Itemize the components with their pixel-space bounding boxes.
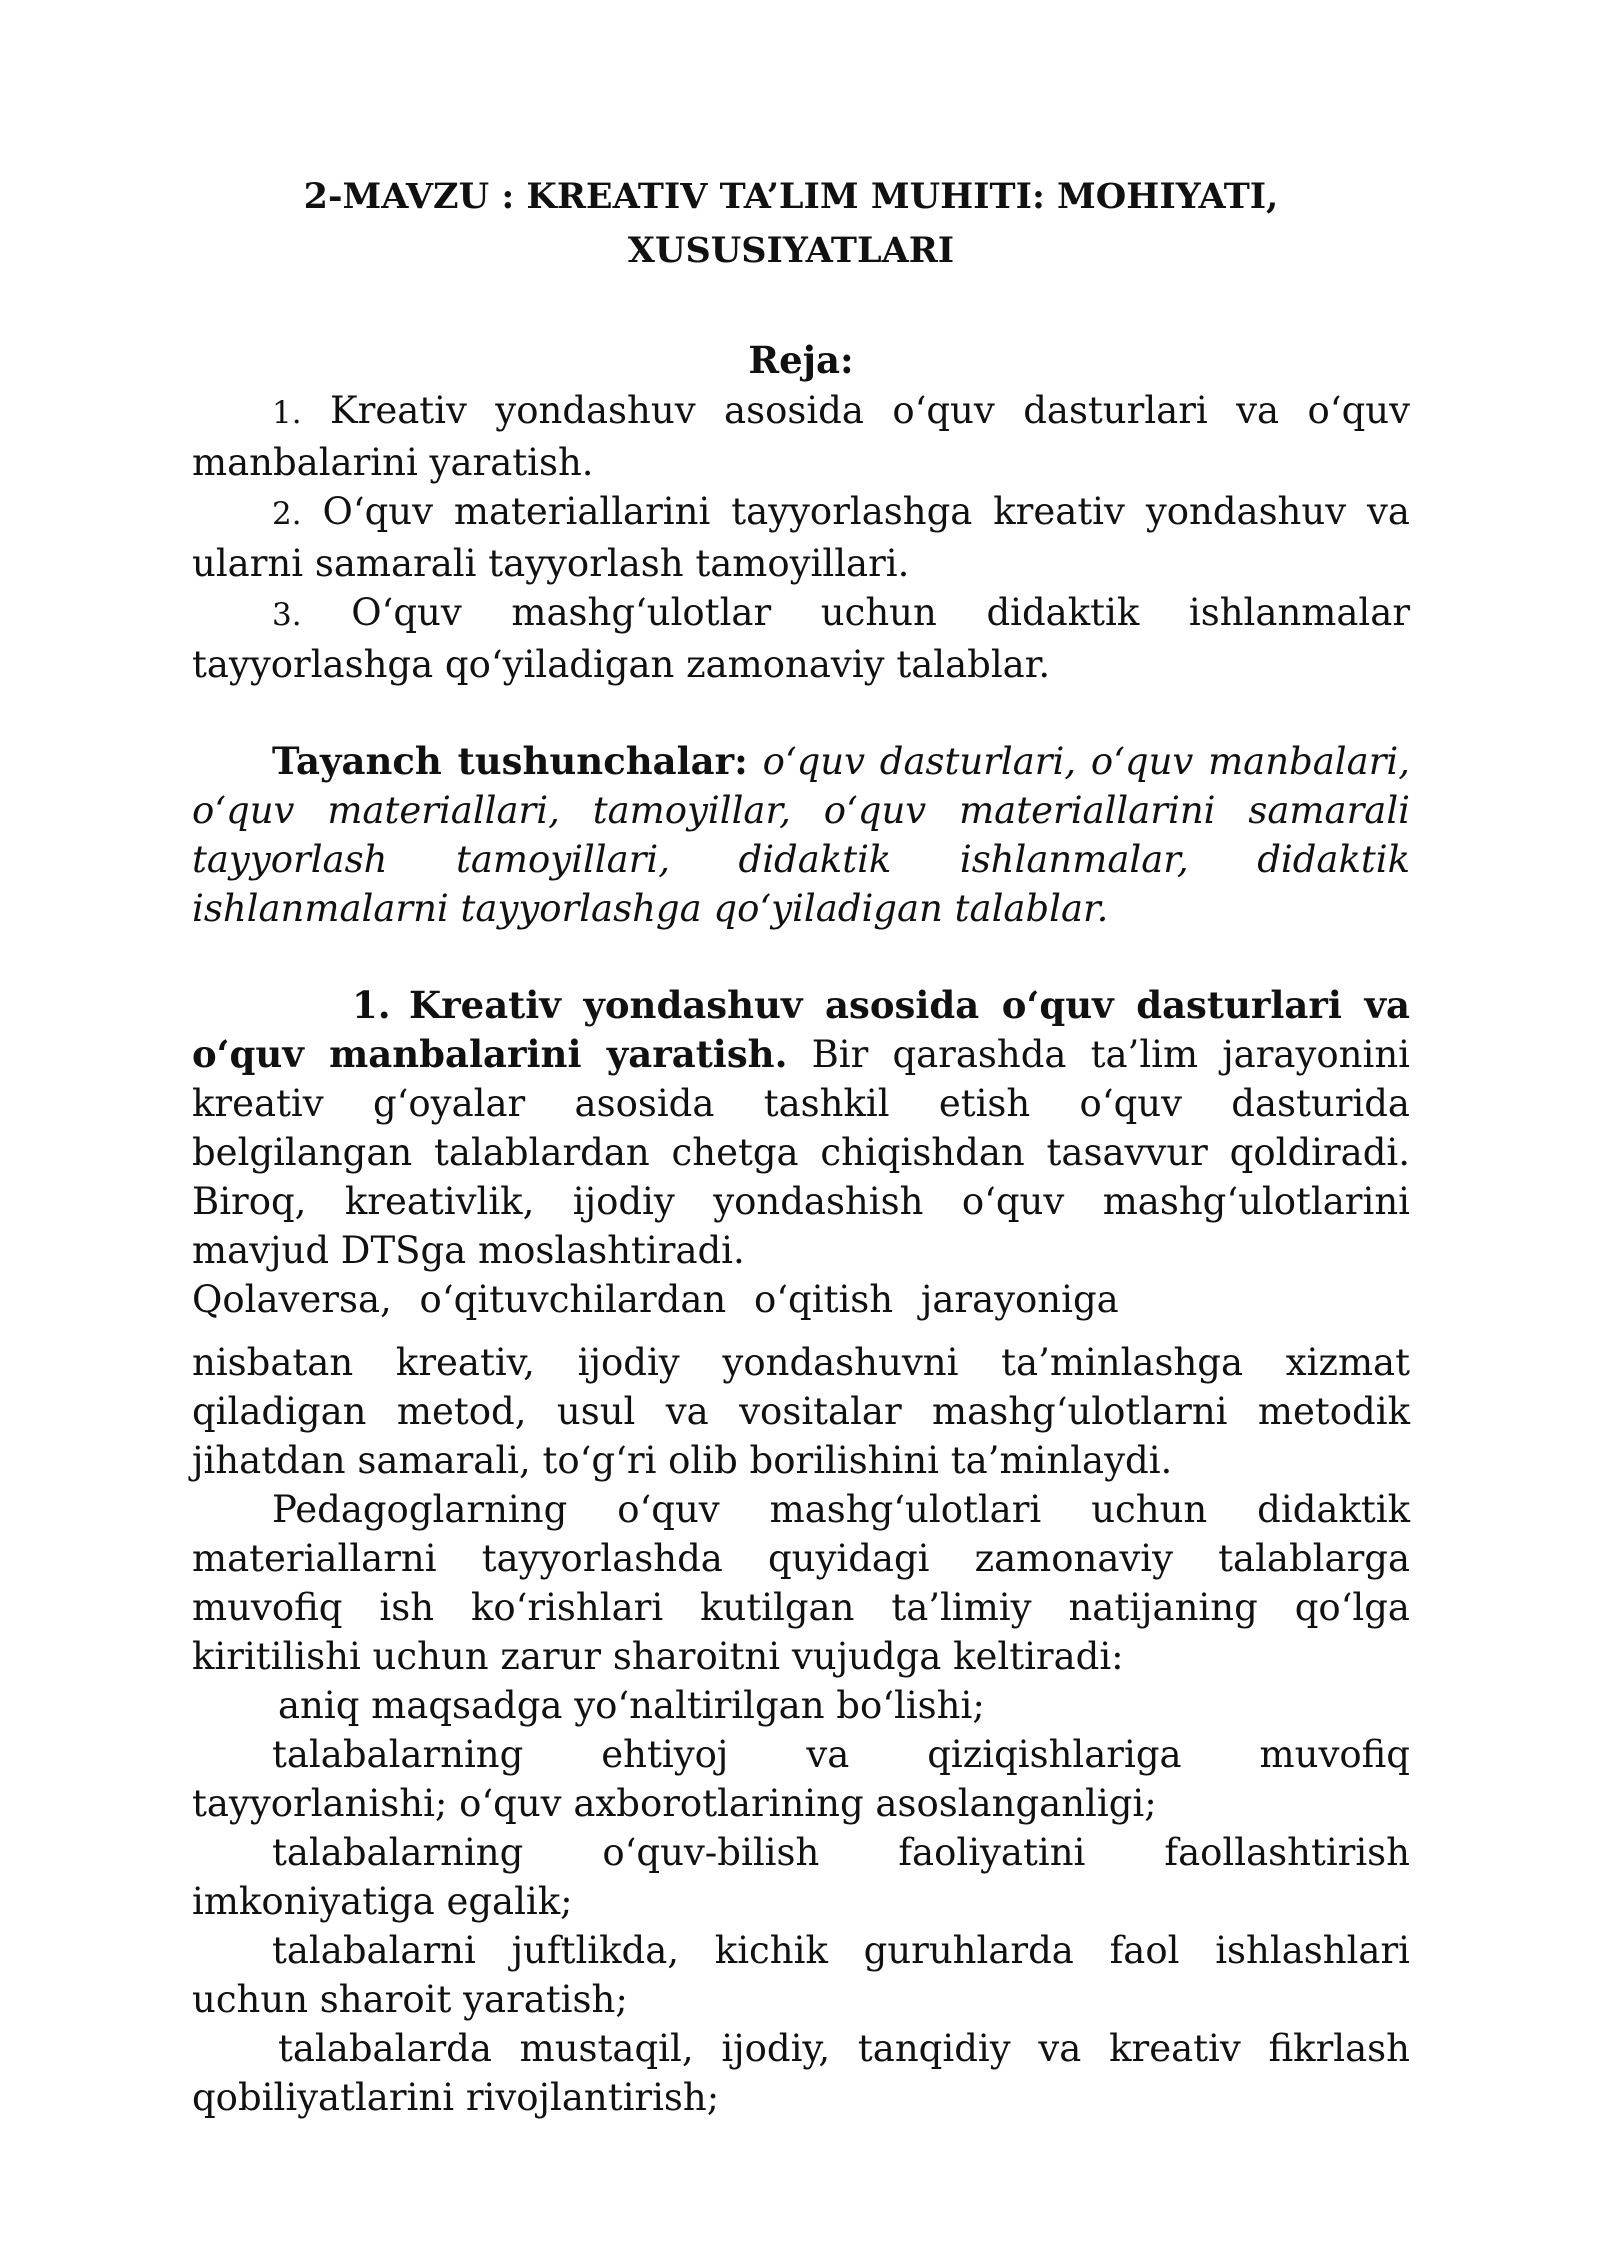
section-1-continuation: nisbatan kreativ, ijodiy yondashuvni ta’minlashga xizmat qiladigan metod, usul va vositalar mashg‘ulotlarni metodik jihatdan samarali, to‘g‘ri olib borilishini ta’minlaydi. — [192, 1341, 1410, 1482]
plan-item-number: 3. — [272, 597, 302, 633]
requirement-item-3: talabalarning o‘quv-bilish faoliyatini faollashtirish imkoniyatiga egalik; — [192, 1831, 1410, 1923]
plan-item-text: O‘quv mashg‘ulotlar uchun didaktik ishlanmalar tayyorlashga qo‘yiladigan zamonaviy talablar. — [192, 591, 1411, 686]
key-concepts-label: Tayanch tushunchalar: — [272, 739, 748, 783]
requirements-intro-paragraph: Pedagoglarning o‘quv mashg‘ulotlari uchun didaktik materiallarni tayyorlashda quyidagi zamonaviy talablarga muvofiq ish ko‘rishlari kutilgan ta’limiy natijaning qo‘lga kiritilishi uchun zarur sharoitni vujudga keltiradi: — [192, 1488, 1410, 1678]
document-title — [172, 170, 1410, 278]
plan-item-number: 2. — [272, 496, 302, 532]
section-1-number: 1. — [352, 983, 391, 1027]
requirement-item-1: aniq maqsadga yo‘naltirilgan bo‘lishi; — [278, 1684, 985, 1727]
plan-item-1 — [192, 386, 1410, 487]
plan-heading: Reja: — [748, 338, 854, 382]
section-1-short-line: Qolaversa, o‘qituvchilardan o‘qitish jarayoniga — [192, 1278, 1119, 1321]
document-content — [192, 170, 1410, 2122]
section-1-paragraph — [192, 981, 1410, 1275]
requirement-item-4: talabalarni juftlikda, kichik guruhlarda faol ishlashlari uchun sharoit yaratish; — [192, 1929, 1410, 2021]
plan-item-2 — [192, 487, 1410, 588]
spacer — [192, 689, 1410, 737]
section-1-title: Kreativ yondashuv asosida o‘quv dasturlari va o‘quv manbalarini yaratish. — [192, 983, 1410, 1076]
title-line-1: 2-MAVZU : KREATIV TA’LIM MUHITI: MOHIYATI, — [303, 176, 1279, 217]
plan-item-text: Kreativ yondashuv asosida o‘quv dasturlari va o‘quv manbalarini yaratish. — [192, 389, 1410, 484]
key-concepts-paragraph — [192, 737, 1410, 933]
plan-item-text: O‘quv materiallarini tayyorlashga kreativ yondashuv va ularni samarali tayyorlash tamoyillari. — [192, 490, 1410, 585]
key-concepts-text: o‘quv dasturlari, o‘quv manbalari, o‘quv materiallari, tamoyillar, o‘quv materiallarini samarali tayyorlash tamoyillari, didaktik ishlanmalar, didaktik ishlanmalarni tayyorlashga qo‘yiladigan talablar. — [192, 740, 1410, 930]
section-1-text: Bir qarashda ta’lim jarayonini kreativ g‘oyalar asosida tashkil etish o‘quv dasturida belgilangan talablardan chetga chiqishdan tasavvur qoldiradi. Biroq, kreativlik, ijodiy yondashish o‘quv mashg‘ulotlarini mavjud DTSga moslashtiradi. — [192, 1033, 1410, 1272]
title-line-2: XUSUSIYATLARI — [627, 230, 955, 271]
requirement-item-5: talabalarda mustaqil, ijodiy, tanqidiy va kreativ fikrlash qobiliyatlarini rivojlantirish; — [192, 2027, 1410, 2119]
spacer — [192, 933, 1410, 981]
requirement-item-2: talabalarning ehtiyoj va qiziqishlariga muvofiq tayyorlanishi; o‘quv axborotlarining asoslanganligi; — [192, 1733, 1410, 1825]
plan-item-number: 1. — [272, 395, 302, 431]
plan-item-3 — [192, 588, 1410, 689]
